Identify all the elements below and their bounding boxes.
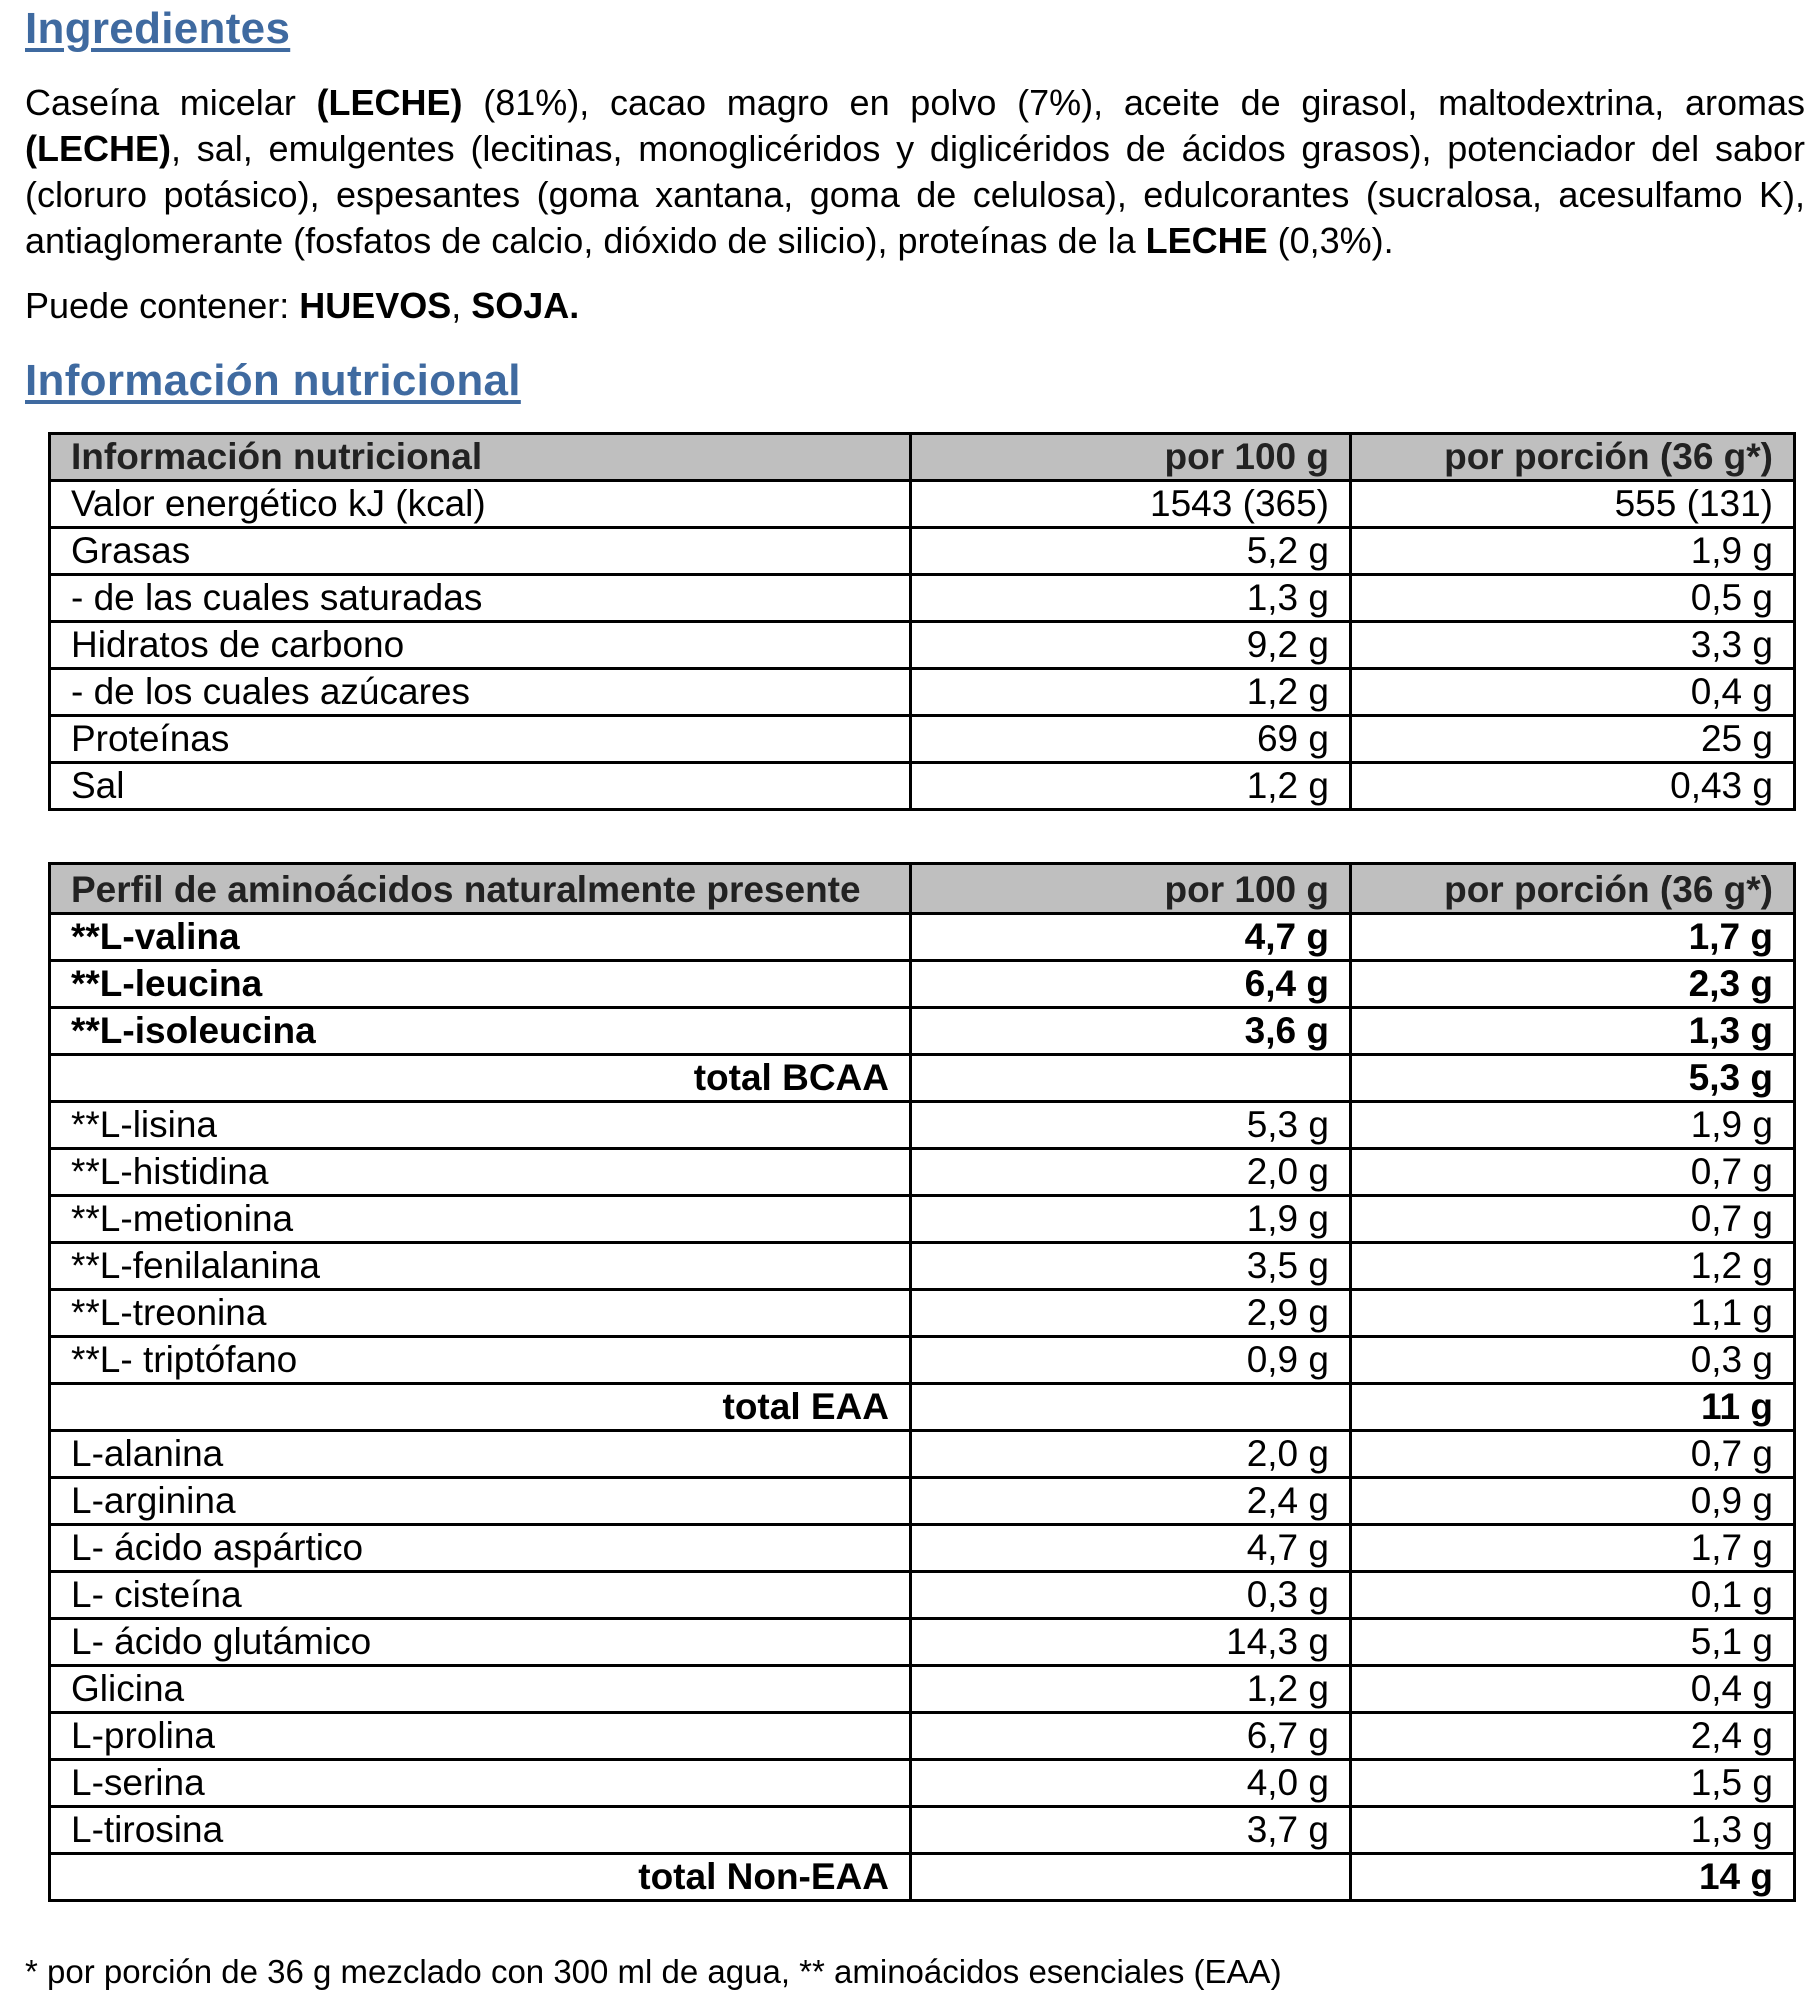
value-per-serving: 0,3 g (1351, 1337, 1795, 1384)
value-per-serving: 0,4 g (1351, 669, 1795, 716)
table-row (50, 1290, 1795, 1337)
text-run: (0,3%). (1267, 220, 1394, 261)
value-per-serving: 2,4 g (1351, 1713, 1795, 1760)
value-per-100g: 2,9 g (911, 1290, 1351, 1337)
table-row (50, 1431, 1795, 1478)
table-row (50, 1525, 1795, 1572)
value-per-serving: 1,1 g (1351, 1290, 1795, 1337)
value-per-100g: 1,3 g (911, 575, 1351, 622)
nutrient-name: L- cisteína (50, 1572, 911, 1619)
text-run: , (451, 285, 472, 326)
column-header: por 100 g (911, 864, 1351, 914)
nutrient-name: **L-metionina (50, 1196, 911, 1243)
ingredients-heading: Ingredientes (25, 4, 291, 53)
nutrient-name: L- ácido aspártico (50, 1525, 911, 1572)
table-row (50, 528, 1795, 575)
value-per-100g: 0,3 g (911, 1572, 1351, 1619)
allergen-text: (LECHE) (25, 128, 171, 169)
value-per-serving: 25 g (1351, 716, 1795, 763)
value-per-100g: 1,2 g (911, 763, 1351, 810)
table-row (50, 1243, 1795, 1290)
table-header-row (50, 864, 1795, 914)
value-per-serving: 0,7 g (1351, 1149, 1795, 1196)
value-per-100g: 1,9 g (911, 1196, 1351, 1243)
table-row (50, 716, 1795, 763)
text-run: Puede contener: (25, 285, 300, 326)
value-per-serving: 0,7 g (1351, 1196, 1795, 1243)
nutrient-name: **L-isoleucina (50, 1008, 911, 1055)
value-per-100g: 14,3 g (911, 1619, 1351, 1666)
text-run: Caseína micelar (25, 82, 317, 123)
nutrient-name: **L-leucina (50, 961, 911, 1008)
table-row (50, 481, 1795, 528)
value-per-100g: 1,2 g (911, 1666, 1351, 1713)
table-row (50, 1807, 1795, 1854)
column-header: por 100 g (911, 434, 1351, 481)
nutrient-name: total Non-EAA (50, 1854, 911, 1901)
value-per-100g: 4,7 g (911, 914, 1351, 961)
value-per-100g: 4,7 g (911, 1525, 1351, 1572)
value-per-100g: 6,7 g (911, 1713, 1351, 1760)
value-per-100g: 2,0 g (911, 1149, 1351, 1196)
value-per-serving: 0,4 g (1351, 1666, 1795, 1713)
value-per-serving: 11 g (1351, 1384, 1795, 1431)
table-row (50, 1760, 1795, 1807)
footnote: * por porción de 36 g mezclado con 300 ml de agua, ** aminoácidos esenciales (EAA) (25, 1953, 1282, 1990)
table-row (50, 914, 1795, 961)
table-row (50, 1478, 1795, 1525)
table-row (50, 1102, 1795, 1149)
nutrient-name: **L- triptófano (50, 1337, 911, 1384)
nutrient-name: total EAA (50, 1384, 911, 1431)
nutrition-heading: Información nutricional (25, 356, 521, 405)
value-per-100g (911, 1384, 1351, 1431)
nutrient-name: **L-valina (50, 914, 911, 961)
value-per-serving: 555 (131) (1351, 481, 1795, 528)
value-per-100g: 5,2 g (911, 528, 1351, 575)
nutrient-name: Glicina (50, 1666, 911, 1713)
value-per-100g: 6,4 g (911, 961, 1351, 1008)
nutrient-name: **L-treonina (50, 1290, 911, 1337)
table-row (50, 961, 1795, 1008)
nutrient-name: L-serina (50, 1760, 911, 1807)
allergen-text: (LECHE) (316, 82, 463, 123)
nutrient-name: L-alanina (50, 1431, 911, 1478)
value-per-serving: 0,7 g (1351, 1431, 1795, 1478)
allergen-text: SOJA. (471, 285, 580, 326)
value-per-serving: 0,1 g (1351, 1572, 1795, 1619)
value-per-100g: 3,6 g (911, 1008, 1351, 1055)
table-row (50, 1008, 1795, 1055)
nutrient-name: L-tirosina (50, 1807, 911, 1854)
value-per-100g: 2,0 g (911, 1431, 1351, 1478)
value-per-100g: 1,2 g (911, 669, 1351, 716)
table-row (50, 1666, 1795, 1713)
nutrient-name: L- ácido glutámico (50, 1619, 911, 1666)
value-per-serving: 1,5 g (1351, 1760, 1795, 1807)
text-run: (81%), cacao magro en polvo (7%), aceite de girasol, maltodextrina, aromas (462, 82, 1805, 123)
table-row (50, 1337, 1795, 1384)
value-per-100g (911, 1854, 1351, 1901)
value-per-serving: 0,9 g (1351, 1478, 1795, 1525)
value-per-100g: 0,9 g (911, 1337, 1351, 1384)
nutrient-name: **L-histidina (50, 1149, 911, 1196)
value-per-serving: 3,3 g (1351, 622, 1795, 669)
text-run: , sal, emulgentes (lecitinas, monoglicéridos y diglicéridos de ácidos grasos), potenciador del sabor (cloruro potásico), espesantes (goma xantana, goma de celulosa), edulcorantes (sucralosa, acesulfamo K), antiaglomerante (fosfatos de calcio, dióxido de silicio), proteínas de la (25, 128, 1805, 261)
value-per-100g: 5,3 g (911, 1102, 1351, 1149)
table-header-row (50, 434, 1795, 481)
value-per-serving: 5,3 g (1351, 1055, 1795, 1102)
ingredients-text (25, 80, 1805, 264)
value-per-100g: 1543 (365) (911, 481, 1351, 528)
value-per-100g: 9,2 g (911, 622, 1351, 669)
value-per-serving: 0,5 g (1351, 575, 1795, 622)
column-header: Información nutricional (50, 434, 911, 481)
value-per-100g: 2,4 g (911, 1478, 1351, 1525)
nutrient-name: Sal (50, 763, 911, 810)
table-row (50, 1196, 1795, 1243)
nutrient-name: - de los cuales azúcares (50, 669, 911, 716)
value-per-100g: 4,0 g (911, 1760, 1351, 1807)
table-row (50, 1713, 1795, 1760)
nutrition-table (48, 432, 1796, 811)
nutrient-name: L-prolina (50, 1713, 911, 1760)
value-per-serving: 0,43 g (1351, 763, 1795, 810)
value-per-serving: 1,7 g (1351, 1525, 1795, 1572)
nutrient-name: L-arginina (50, 1478, 911, 1525)
value-per-serving: 1,7 g (1351, 914, 1795, 961)
column-header: por porción (36 g*) (1351, 434, 1795, 481)
table-row (50, 1572, 1795, 1619)
value-per-100g: 3,5 g (911, 1243, 1351, 1290)
table-row (50, 575, 1795, 622)
table-row (50, 1149, 1795, 1196)
nutrient-name: Valor energético kJ (kcal) (50, 481, 911, 528)
column-header: por porción (36 g*) (1351, 864, 1795, 914)
value-per-100g: 3,7 g (911, 1807, 1351, 1854)
table-row (50, 669, 1795, 716)
nutrient-name: **L-lisina (50, 1102, 911, 1149)
value-per-100g (911, 1055, 1351, 1102)
value-per-serving: 14 g (1351, 1854, 1795, 1901)
value-per-serving: 1,3 g (1351, 1008, 1795, 1055)
nutrient-name: total BCAA (50, 1055, 911, 1102)
nutrient-name: - de las cuales saturadas (50, 575, 911, 622)
table-row (50, 763, 1795, 810)
total-row (50, 1854, 1795, 1901)
table-row (50, 1619, 1795, 1666)
column-header: Perfil de aminoácidos naturalmente presente (50, 864, 911, 914)
nutrient-name: **L-fenilalanina (50, 1243, 911, 1290)
total-row (50, 1055, 1795, 1102)
may-contain-text (25, 283, 1805, 329)
value-per-serving: 1,9 g (1351, 1102, 1795, 1149)
value-per-serving: 2,3 g (1351, 961, 1795, 1008)
value-per-serving: 1,2 g (1351, 1243, 1795, 1290)
value-per-100g: 69 g (911, 716, 1351, 763)
value-per-serving: 5,1 g (1351, 1619, 1795, 1666)
allergen-text: LECHE (1145, 220, 1268, 261)
amino-acid-table (48, 862, 1796, 1902)
value-per-serving: 1,9 g (1351, 528, 1795, 575)
total-row (50, 1384, 1795, 1431)
table-row (50, 622, 1795, 669)
allergen-text: HUEVOS (299, 285, 452, 326)
value-per-serving: 1,3 g (1351, 1807, 1795, 1854)
nutrient-name: Proteínas (50, 716, 911, 763)
nutrient-name: Grasas (50, 528, 911, 575)
nutrient-name: Hidratos de carbono (50, 622, 911, 669)
